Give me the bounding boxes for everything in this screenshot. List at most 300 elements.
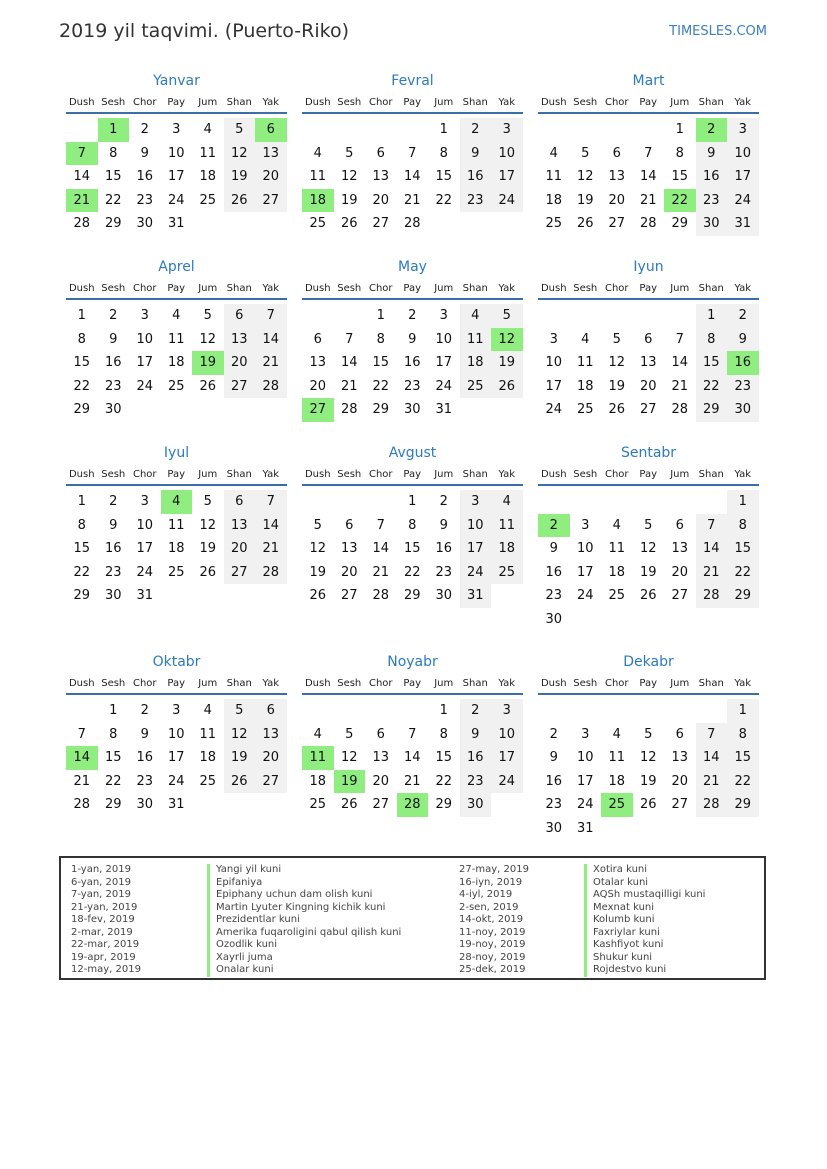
day-cell: 21 bbox=[73, 773, 91, 789]
day-cell: 9 bbox=[460, 723, 492, 747]
month-noyabr bbox=[302, 653, 523, 817]
weekday-label: Dush bbox=[540, 678, 567, 689]
day-cell: 10 bbox=[460, 514, 492, 538]
holiday-day-cell: 19 bbox=[334, 770, 366, 794]
weekday-label: Yak bbox=[262, 97, 280, 108]
weekday-label: Chor bbox=[132, 678, 157, 689]
day-cell: 19 bbox=[576, 192, 594, 208]
day-cell: 3 bbox=[140, 308, 149, 323]
day-cell: 9 bbox=[549, 541, 558, 556]
day-cell: 5 bbox=[644, 726, 653, 742]
weekday-label: Dush bbox=[540, 469, 567, 480]
day-cell: 15 bbox=[73, 355, 91, 370]
day-cell: 24 bbox=[460, 561, 492, 585]
day-cell: 8 bbox=[109, 145, 118, 161]
weekday-label: Yak bbox=[262, 678, 280, 689]
day-cell: 1 bbox=[439, 703, 448, 718]
day-grid bbox=[538, 304, 759, 422]
day-cell: 27 bbox=[255, 189, 287, 213]
day-cell: 29 bbox=[727, 793, 759, 817]
day-cell: 14 bbox=[372, 541, 390, 556]
day-cell: 27 bbox=[608, 216, 626, 231]
empty-cell bbox=[633, 304, 665, 328]
day-cell: 23 bbox=[696, 189, 728, 213]
day-cell: 20 bbox=[224, 351, 256, 375]
day-grid bbox=[302, 699, 523, 817]
day-cell: 1 bbox=[727, 699, 759, 723]
day-cell: 17 bbox=[136, 541, 154, 556]
weekday-label: Shan bbox=[462, 678, 488, 689]
legend-holiday-name: Epiphany uchun dam olish kuni bbox=[207, 889, 401, 902]
day-cell: 3 bbox=[172, 703, 181, 718]
day-cell: 7 bbox=[696, 514, 728, 538]
day-cell: 3 bbox=[549, 331, 558, 347]
day-cell: 15 bbox=[435, 169, 453, 184]
weekday-label: Shan bbox=[698, 469, 724, 480]
day-cell: 12 bbox=[199, 331, 217, 347]
legend-date: 2-sen, 2019 bbox=[459, 901, 519, 913]
day-cell: 16 bbox=[136, 169, 154, 184]
day-cell: 23 bbox=[104, 378, 122, 394]
day-cell: 24 bbox=[435, 378, 453, 394]
day-cell: 8 bbox=[376, 331, 385, 347]
day-cell: 19 bbox=[340, 192, 358, 208]
day-cell: 14 bbox=[340, 355, 358, 370]
day-cell: 11 bbox=[167, 331, 185, 347]
day-cell: 11 bbox=[167, 517, 185, 533]
month-oktabr bbox=[66, 653, 287, 817]
day-cell: 29 bbox=[104, 797, 122, 812]
day-cell: 22 bbox=[727, 561, 759, 585]
day-cell: 6 bbox=[675, 726, 684, 742]
day-cell: 11 bbox=[460, 328, 492, 352]
day-cell: 13 bbox=[639, 355, 657, 370]
day-cell: 5 bbox=[491, 304, 523, 328]
day-cell: 6 bbox=[675, 517, 684, 533]
day-cell: 5 bbox=[313, 517, 322, 533]
day-cell: 13 bbox=[255, 723, 287, 747]
day-cell: 28 bbox=[696, 584, 728, 608]
legend-date: 21-yan, 2019 bbox=[71, 901, 138, 913]
day-cell: 7 bbox=[644, 145, 653, 161]
legend-date: 27-may, 2019 bbox=[459, 864, 529, 875]
month-name: Yanvar bbox=[153, 73, 200, 89]
day-cell: 5 bbox=[612, 331, 621, 347]
weekday-label: Sesh bbox=[573, 283, 598, 294]
weekday-label: Jum bbox=[670, 283, 690, 294]
weekday-label: Chor bbox=[604, 469, 629, 480]
day-grid bbox=[538, 490, 759, 631]
day-cell: 16 bbox=[545, 564, 563, 580]
weekday-label: Chor bbox=[368, 678, 393, 689]
day-cell: 19 bbox=[224, 746, 256, 770]
weekday-label: Pay bbox=[403, 283, 422, 294]
day-cell: 21 bbox=[403, 192, 421, 208]
day-cell: 29 bbox=[372, 402, 390, 417]
day-cell: 23 bbox=[435, 564, 453, 580]
month-avgust bbox=[302, 444, 523, 608]
day-cell: 21 bbox=[696, 770, 728, 794]
month-name: Dekabr bbox=[623, 654, 674, 670]
day-cell: 30 bbox=[435, 588, 453, 603]
day-cell: 30 bbox=[104, 402, 122, 417]
weekday-header bbox=[66, 675, 287, 695]
day-cell: 24 bbox=[167, 192, 185, 208]
day-cell: 14 bbox=[255, 328, 287, 352]
day-cell: 13 bbox=[372, 169, 390, 184]
day-cell: 1 bbox=[696, 304, 728, 328]
day-cell: 9 bbox=[109, 517, 118, 533]
day-cell: 20 bbox=[255, 165, 287, 189]
day-cell: 5 bbox=[224, 699, 256, 723]
empty-cell bbox=[302, 699, 334, 723]
day-cell: 27 bbox=[372, 797, 390, 812]
day-cell: 1 bbox=[77, 308, 86, 323]
legend-date: 4-iyl, 2019 bbox=[459, 889, 513, 900]
day-cell: 2 bbox=[408, 308, 417, 323]
weekday-header bbox=[538, 675, 759, 695]
month-aprel bbox=[66, 258, 287, 422]
day-cell: 10 bbox=[136, 331, 154, 347]
holiday-day-cell: 2 bbox=[696, 118, 728, 142]
day-cell: 24 bbox=[727, 189, 759, 213]
day-cell: 3 bbox=[172, 122, 181, 137]
day-cell: 15 bbox=[73, 541, 91, 556]
weekday-label: Sesh bbox=[573, 469, 598, 480]
day-cell: 28 bbox=[255, 375, 287, 399]
day-cell: 24 bbox=[136, 564, 154, 580]
weekday-label: Shan bbox=[698, 97, 724, 108]
empty-cell bbox=[302, 490, 334, 514]
month-sentabr bbox=[538, 444, 759, 631]
day-cell: 9 bbox=[696, 142, 728, 166]
weekday-label: Shan bbox=[462, 283, 488, 294]
legend-date: 19-noy, 2019 bbox=[459, 939, 526, 950]
holiday-day-cell: 27 bbox=[302, 398, 334, 422]
day-cell: 26 bbox=[340, 797, 358, 812]
page-title: 2019 yil taqvimi. (Puerto-Riko) bbox=[59, 20, 349, 42]
holiday-day-cell: 1 bbox=[98, 118, 130, 142]
empty-cell bbox=[664, 490, 696, 514]
day-cell: 24 bbox=[545, 402, 563, 417]
day-cell: 26 bbox=[224, 189, 256, 213]
day-grid bbox=[66, 699, 287, 817]
day-cell: 7 bbox=[408, 726, 417, 742]
day-cell: 9 bbox=[549, 750, 558, 765]
holiday-day-cell: 16 bbox=[727, 351, 759, 375]
day-cell: 17 bbox=[727, 165, 759, 189]
day-cell: 19 bbox=[224, 165, 256, 189]
weekday-label: Yak bbox=[734, 678, 752, 689]
legend-holiday-name: Amerika fuqaroligini qabul qilish kuni bbox=[207, 927, 401, 940]
day-cell: 13 bbox=[340, 541, 358, 556]
day-cell: 29 bbox=[671, 216, 689, 231]
day-cell: 20 bbox=[608, 192, 626, 208]
day-cell: 28 bbox=[73, 216, 91, 231]
day-cell: 18 bbox=[491, 537, 523, 561]
day-cell: 26 bbox=[491, 375, 523, 399]
legend-holiday-name: Onalar kuni bbox=[207, 964, 401, 977]
day-cell: 29 bbox=[104, 216, 122, 231]
day-cell: 10 bbox=[491, 142, 523, 166]
day-cell: 22 bbox=[104, 773, 122, 789]
day-cell: 11 bbox=[491, 514, 523, 538]
day-cell: 18 bbox=[608, 564, 626, 580]
holiday-day-cell: 12 bbox=[491, 328, 523, 352]
day-cell: 1 bbox=[439, 122, 448, 137]
day-cell: 7 bbox=[255, 490, 287, 514]
day-grid bbox=[66, 490, 287, 608]
day-cell: 5 bbox=[644, 517, 653, 533]
day-cell: 3 bbox=[439, 308, 448, 323]
day-cell: 15 bbox=[372, 355, 390, 370]
day-cell: 25 bbox=[167, 564, 185, 580]
empty-cell bbox=[570, 304, 602, 328]
day-cell: 1 bbox=[675, 122, 684, 137]
day-cell: 27 bbox=[372, 216, 390, 231]
day-cell: 6 bbox=[644, 331, 653, 347]
day-cell: 11 bbox=[608, 541, 626, 556]
weekday-label: Sesh bbox=[101, 678, 126, 689]
day-cell: 4 bbox=[203, 703, 212, 718]
day-cell: 28 bbox=[340, 402, 358, 417]
day-cell: 24 bbox=[576, 797, 594, 812]
day-cell: 3 bbox=[491, 699, 523, 723]
legend-date: 28-noy, 2019 bbox=[459, 951, 526, 963]
day-cell: 8 bbox=[727, 723, 759, 747]
day-cell: 2 bbox=[549, 726, 558, 742]
empty-cell bbox=[601, 304, 633, 328]
legend-names-col-2 bbox=[584, 864, 705, 977]
day-cell: 13 bbox=[671, 541, 689, 556]
day-cell: 20 bbox=[340, 564, 358, 580]
weekday-label: Sesh bbox=[573, 678, 598, 689]
day-cell: 10 bbox=[545, 355, 563, 370]
day-cell: 26 bbox=[608, 402, 626, 417]
legend-date: 19-apr, 2019 bbox=[71, 951, 136, 963]
day-cell: 11 bbox=[545, 169, 563, 184]
day-cell: 26 bbox=[639, 797, 657, 812]
month-name: Oktabr bbox=[152, 654, 201, 670]
day-cell: 6 bbox=[224, 490, 256, 514]
day-cell: 6 bbox=[255, 699, 287, 723]
day-cell: 15 bbox=[727, 537, 759, 561]
weekday-label: Pay bbox=[167, 97, 186, 108]
legend-date: 6-yan, 2019 bbox=[71, 876, 131, 888]
empty-cell bbox=[696, 490, 728, 514]
day-grid bbox=[66, 304, 287, 422]
legend-date: 16-iyn, 2019 bbox=[459, 876, 523, 888]
day-cell: 8 bbox=[439, 726, 448, 742]
day-cell: 20 bbox=[372, 773, 390, 789]
day-cell: 7 bbox=[408, 145, 417, 161]
site-link[interactable]: TIMESLES.COM bbox=[669, 24, 767, 39]
day-cell: 27 bbox=[340, 588, 358, 603]
day-cell: 22 bbox=[435, 192, 453, 208]
empty-cell bbox=[302, 118, 334, 142]
weekday-label: Jum bbox=[434, 283, 454, 294]
weekday-label: Sesh bbox=[101, 97, 126, 108]
weekday-header bbox=[538, 466, 759, 486]
day-cell: 12 bbox=[340, 169, 358, 184]
day-cell: 17 bbox=[460, 537, 492, 561]
month-name: Iyun bbox=[633, 259, 664, 275]
weekday-header bbox=[66, 466, 287, 486]
weekday-label: Yak bbox=[498, 469, 516, 480]
weekday-label: Chor bbox=[604, 283, 629, 294]
empty-cell bbox=[570, 490, 602, 514]
day-cell: 16 bbox=[136, 750, 154, 765]
day-cell: 13 bbox=[224, 514, 256, 538]
day-cell: 29 bbox=[696, 398, 728, 422]
day-cell: 23 bbox=[727, 375, 759, 399]
day-cell: 4 bbox=[313, 726, 322, 742]
legend-date: 22-mar, 2019 bbox=[71, 939, 140, 950]
day-cell: 21 bbox=[372, 564, 390, 580]
empty-cell bbox=[365, 699, 397, 723]
empty-cell bbox=[334, 304, 366, 328]
day-cell: 30 bbox=[545, 820, 563, 836]
weekday-label: Yak bbox=[498, 97, 516, 108]
day-cell: 12 bbox=[639, 750, 657, 765]
day-cell: 21 bbox=[639, 192, 657, 208]
day-cell: 4 bbox=[203, 122, 212, 137]
day-cell: 17 bbox=[545, 378, 563, 394]
day-cell: 29 bbox=[73, 588, 91, 603]
day-cell: 8 bbox=[696, 328, 728, 352]
holiday-day-cell: 4 bbox=[161, 490, 193, 514]
weekday-label: Pay bbox=[639, 469, 658, 480]
weekday-label: Jum bbox=[434, 678, 454, 689]
day-cell: 11 bbox=[576, 355, 594, 370]
day-cell: 3 bbox=[491, 118, 523, 142]
weekday-label: Pay bbox=[167, 469, 186, 480]
day-cell: 12 bbox=[340, 750, 358, 765]
weekday-label: Pay bbox=[403, 97, 422, 108]
empty-cell bbox=[66, 118, 98, 142]
day-cell: 23 bbox=[104, 564, 122, 580]
day-cell: 12 bbox=[224, 723, 256, 747]
day-cell: 23 bbox=[545, 797, 563, 812]
day-cell: 20 bbox=[255, 746, 287, 770]
weekday-label: Dush bbox=[304, 469, 331, 480]
day-cell: 10 bbox=[727, 142, 759, 166]
day-cell: 14 bbox=[671, 355, 689, 370]
day-cell: 10 bbox=[167, 726, 185, 742]
day-cell: 7 bbox=[696, 723, 728, 747]
weekday-label: Pay bbox=[167, 283, 186, 294]
holiday-day-cell: 25 bbox=[601, 793, 633, 817]
day-cell: 26 bbox=[576, 216, 594, 231]
day-cell: 20 bbox=[309, 378, 327, 394]
day-cell: 13 bbox=[255, 142, 287, 166]
day-cell: 24 bbox=[491, 770, 523, 794]
day-cell: 16 bbox=[460, 165, 492, 189]
holiday-day-cell: 22 bbox=[664, 189, 696, 213]
day-cell: 20 bbox=[372, 192, 390, 208]
weekday-label: Dush bbox=[68, 678, 95, 689]
legend-dates-col-1 bbox=[71, 864, 141, 977]
day-cell: 11 bbox=[309, 169, 327, 184]
legend-date: 12-may, 2019 bbox=[71, 964, 141, 975]
day-cell: 16 bbox=[104, 541, 122, 556]
day-cell: 29 bbox=[435, 797, 453, 812]
day-cell: 30 bbox=[104, 588, 122, 603]
empty-cell bbox=[365, 118, 397, 142]
legend-holiday-name: Xayrli juma bbox=[207, 952, 401, 965]
day-cell: 12 bbox=[639, 541, 657, 556]
day-cell: 10 bbox=[167, 145, 185, 161]
day-cell: 30 bbox=[696, 212, 728, 236]
legend-date: 18-fev, 2019 bbox=[71, 914, 135, 925]
day-cell: 21 bbox=[340, 378, 358, 394]
legend-names-col-1 bbox=[207, 864, 401, 977]
day-cell: 16 bbox=[545, 773, 563, 789]
day-cell: 31 bbox=[167, 797, 185, 812]
day-cell: 16 bbox=[460, 746, 492, 770]
day-cell: 25 bbox=[309, 216, 327, 231]
day-cell: 25 bbox=[167, 378, 185, 394]
day-grid bbox=[538, 699, 759, 840]
day-cell: 16 bbox=[104, 355, 122, 370]
day-cell: 14 bbox=[255, 514, 287, 538]
day-cell: 14 bbox=[696, 537, 728, 561]
empty-cell bbox=[334, 490, 366, 514]
day-cell: 8 bbox=[109, 726, 118, 742]
day-cell: 12 bbox=[199, 517, 217, 533]
day-cell: 12 bbox=[309, 541, 327, 556]
holiday-day-cell: 2 bbox=[538, 514, 570, 538]
day-cell: 3 bbox=[581, 517, 590, 533]
day-cell: 15 bbox=[435, 750, 453, 765]
legend-holiday-name: Ozodlik kuni bbox=[207, 939, 401, 952]
day-cell: 18 bbox=[608, 773, 626, 789]
day-cell: 3 bbox=[460, 490, 492, 514]
day-cell: 27 bbox=[639, 402, 657, 417]
month-iyun bbox=[538, 258, 759, 422]
weekday-label: Chor bbox=[604, 678, 629, 689]
day-cell: 18 bbox=[576, 378, 594, 394]
day-cell: 4 bbox=[460, 304, 492, 328]
day-cell: 23 bbox=[460, 189, 492, 213]
weekday-label: Sesh bbox=[337, 678, 362, 689]
weekday-label: Sesh bbox=[337, 469, 362, 480]
day-cell: 22 bbox=[696, 375, 728, 399]
day-cell: 7 bbox=[77, 726, 86, 742]
weekday-label: Yak bbox=[498, 283, 516, 294]
holiday-day-cell: 21 bbox=[66, 189, 98, 213]
day-cell: 9 bbox=[140, 726, 149, 742]
day-cell: 17 bbox=[491, 746, 523, 770]
month-fevral bbox=[302, 72, 523, 236]
day-cell: 27 bbox=[255, 770, 287, 794]
empty-cell bbox=[664, 699, 696, 723]
day-cell: 17 bbox=[167, 169, 185, 184]
empty-cell bbox=[570, 699, 602, 723]
month-name: Sentabr bbox=[620, 445, 677, 461]
day-cell: 31 bbox=[435, 402, 453, 417]
day-cell: 5 bbox=[581, 145, 590, 161]
day-cell: 4 bbox=[172, 308, 181, 323]
day-cell: 6 bbox=[313, 331, 322, 347]
day-cell: 17 bbox=[576, 773, 594, 789]
day-cell: 28 bbox=[639, 216, 657, 231]
day-cell: 22 bbox=[73, 564, 91, 580]
day-cell: 5 bbox=[345, 726, 354, 742]
day-cell: 18 bbox=[199, 750, 217, 765]
day-cell: 25 bbox=[199, 192, 217, 208]
day-cell: 19 bbox=[199, 541, 217, 556]
